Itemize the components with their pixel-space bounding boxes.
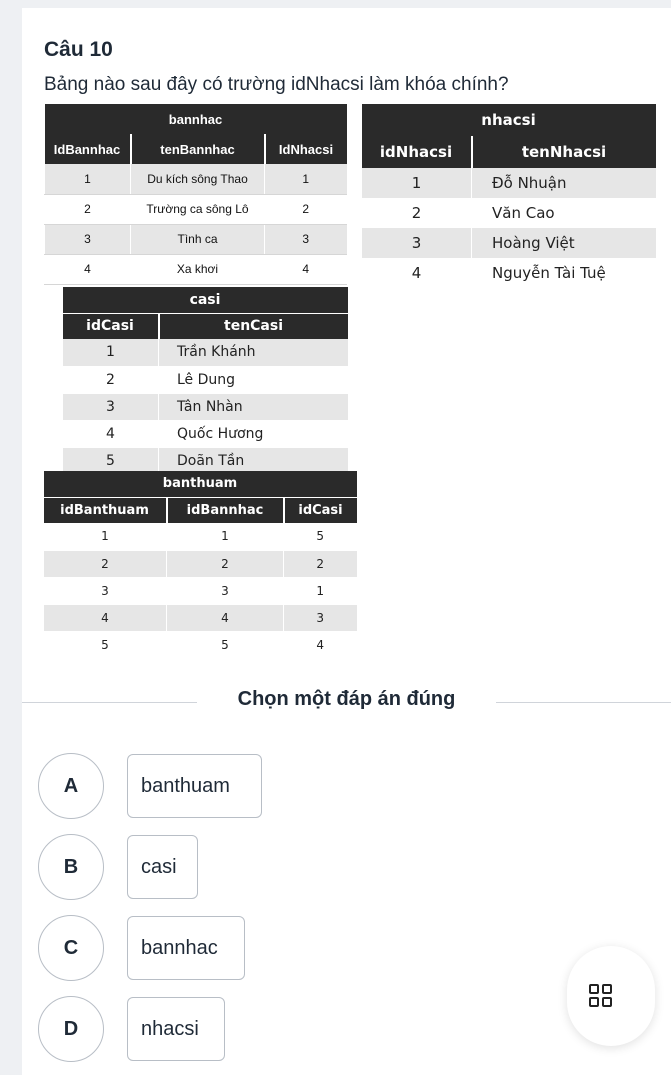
cell: 1 <box>284 577 357 604</box>
option-d-letter[interactable]: D <box>38 996 104 1062</box>
table-row <box>63 366 348 393</box>
cell: 4 <box>362 258 472 288</box>
table-row <box>44 577 357 604</box>
table-row <box>63 393 348 420</box>
cell: 1 <box>167 523 284 550</box>
cell: Lê Dung <box>159 366 348 393</box>
cell: Du kích sông Thao <box>131 164 265 194</box>
table-row <box>45 254 347 284</box>
grid-icon <box>589 984 613 1008</box>
cell: 4 <box>63 420 159 447</box>
cell: 3 <box>167 577 284 604</box>
table-row <box>63 339 348 366</box>
table-row <box>362 168 656 198</box>
cell: Trần Khánh <box>159 339 348 366</box>
cell: 5 <box>167 631 284 658</box>
cell: 2 <box>45 194 131 224</box>
table-bannhac <box>44 104 347 285</box>
cell: 1 <box>362 168 472 198</box>
table-banthuam <box>43 471 357 659</box>
cell: 2 <box>265 194 347 224</box>
cell: Tình ca <box>131 224 265 254</box>
cell: Tân Nhàn <box>159 393 348 420</box>
cell: Nguyễn Tài Tuệ <box>472 258 656 288</box>
column-header: idCasi <box>284 497 357 523</box>
cell: 3 <box>362 228 472 258</box>
cell: 4 <box>284 631 357 658</box>
divider-line-right <box>496 702 671 703</box>
cell: Hoàng Việt <box>472 228 656 258</box>
cell: 2 <box>167 550 284 577</box>
cell: 2 <box>284 550 357 577</box>
column-header: IdNhacsi <box>265 134 347 164</box>
table-title: nhacsi <box>362 104 656 136</box>
option-c-button[interactable]: bannhac <box>127 916 245 980</box>
table-row <box>45 194 347 224</box>
cell: 4 <box>45 254 131 284</box>
option-b-letter[interactable]: B <box>38 834 104 900</box>
table-row <box>362 258 656 288</box>
column-header: tenCasi <box>159 313 348 339</box>
cell: Quốc Hương <box>159 420 348 447</box>
cell: 5 <box>63 447 159 474</box>
question-number: Câu 10 <box>44 38 113 61</box>
option-c-letter[interactable]: C <box>38 915 104 981</box>
table-row <box>44 631 357 658</box>
table-row <box>45 164 347 194</box>
cell: 3 <box>63 393 159 420</box>
cell: Trường ca sông Lô <box>131 194 265 224</box>
option-a-letter[interactable]: A <box>38 753 104 819</box>
table-row <box>63 447 348 474</box>
cell: Doãn Tần <box>159 447 348 474</box>
cell: 1 <box>63 339 159 366</box>
column-header: tenNhacsi <box>472 136 656 168</box>
column-header: IdBannhac <box>45 134 131 164</box>
column-header: idBanthuam <box>44 497 167 523</box>
cell: Đỗ Nhuận <box>472 168 656 198</box>
cell: 3 <box>284 604 357 631</box>
table-title: casi <box>63 287 348 313</box>
option-a-button[interactable]: banthuam <box>127 754 262 818</box>
option-d-button[interactable]: nhacsi <box>127 997 225 1061</box>
cell: 5 <box>284 523 357 550</box>
cell: 2 <box>44 550 167 577</box>
column-header: idCasi <box>63 313 159 339</box>
cell: 1 <box>45 164 131 194</box>
table-nhacsi <box>361 104 656 288</box>
table-row <box>44 550 357 577</box>
table-row <box>45 224 347 254</box>
cell: 1 <box>265 164 347 194</box>
table-row <box>44 523 357 550</box>
question-text: Bảng nào sau đây có trường idNhacsi làm khóa chính? <box>44 74 509 95</box>
cell: 4 <box>44 604 167 631</box>
table-title: bannhac <box>45 104 347 134</box>
column-header: idBannhac <box>167 497 284 523</box>
option-b-button[interactable]: casi <box>127 835 198 899</box>
cell: 3 <box>265 224 347 254</box>
table-row <box>44 604 357 631</box>
cell: 1 <box>44 523 167 550</box>
table-casi <box>62 287 348 475</box>
cell: 2 <box>362 198 472 228</box>
answer-prompt-divider <box>22 688 671 716</box>
table-row <box>362 228 656 258</box>
cell: 4 <box>167 604 284 631</box>
cell: Văn Cao <box>472 198 656 228</box>
cell: 4 <box>265 254 347 284</box>
table-row <box>63 420 348 447</box>
question-grid-button[interactable] <box>567 946 655 1046</box>
column-header: tenBannhac <box>131 134 265 164</box>
cell: 3 <box>44 577 167 604</box>
cell: 2 <box>63 366 159 393</box>
answer-prompt: Chọn một đáp án đúng <box>237 688 456 710</box>
cell: 3 <box>45 224 131 254</box>
cell: 5 <box>44 631 167 658</box>
table-title: banthuam <box>44 471 357 497</box>
column-header: idNhacsi <box>362 136 472 168</box>
table-row <box>362 198 656 228</box>
cell: Xa khơi <box>131 254 265 284</box>
